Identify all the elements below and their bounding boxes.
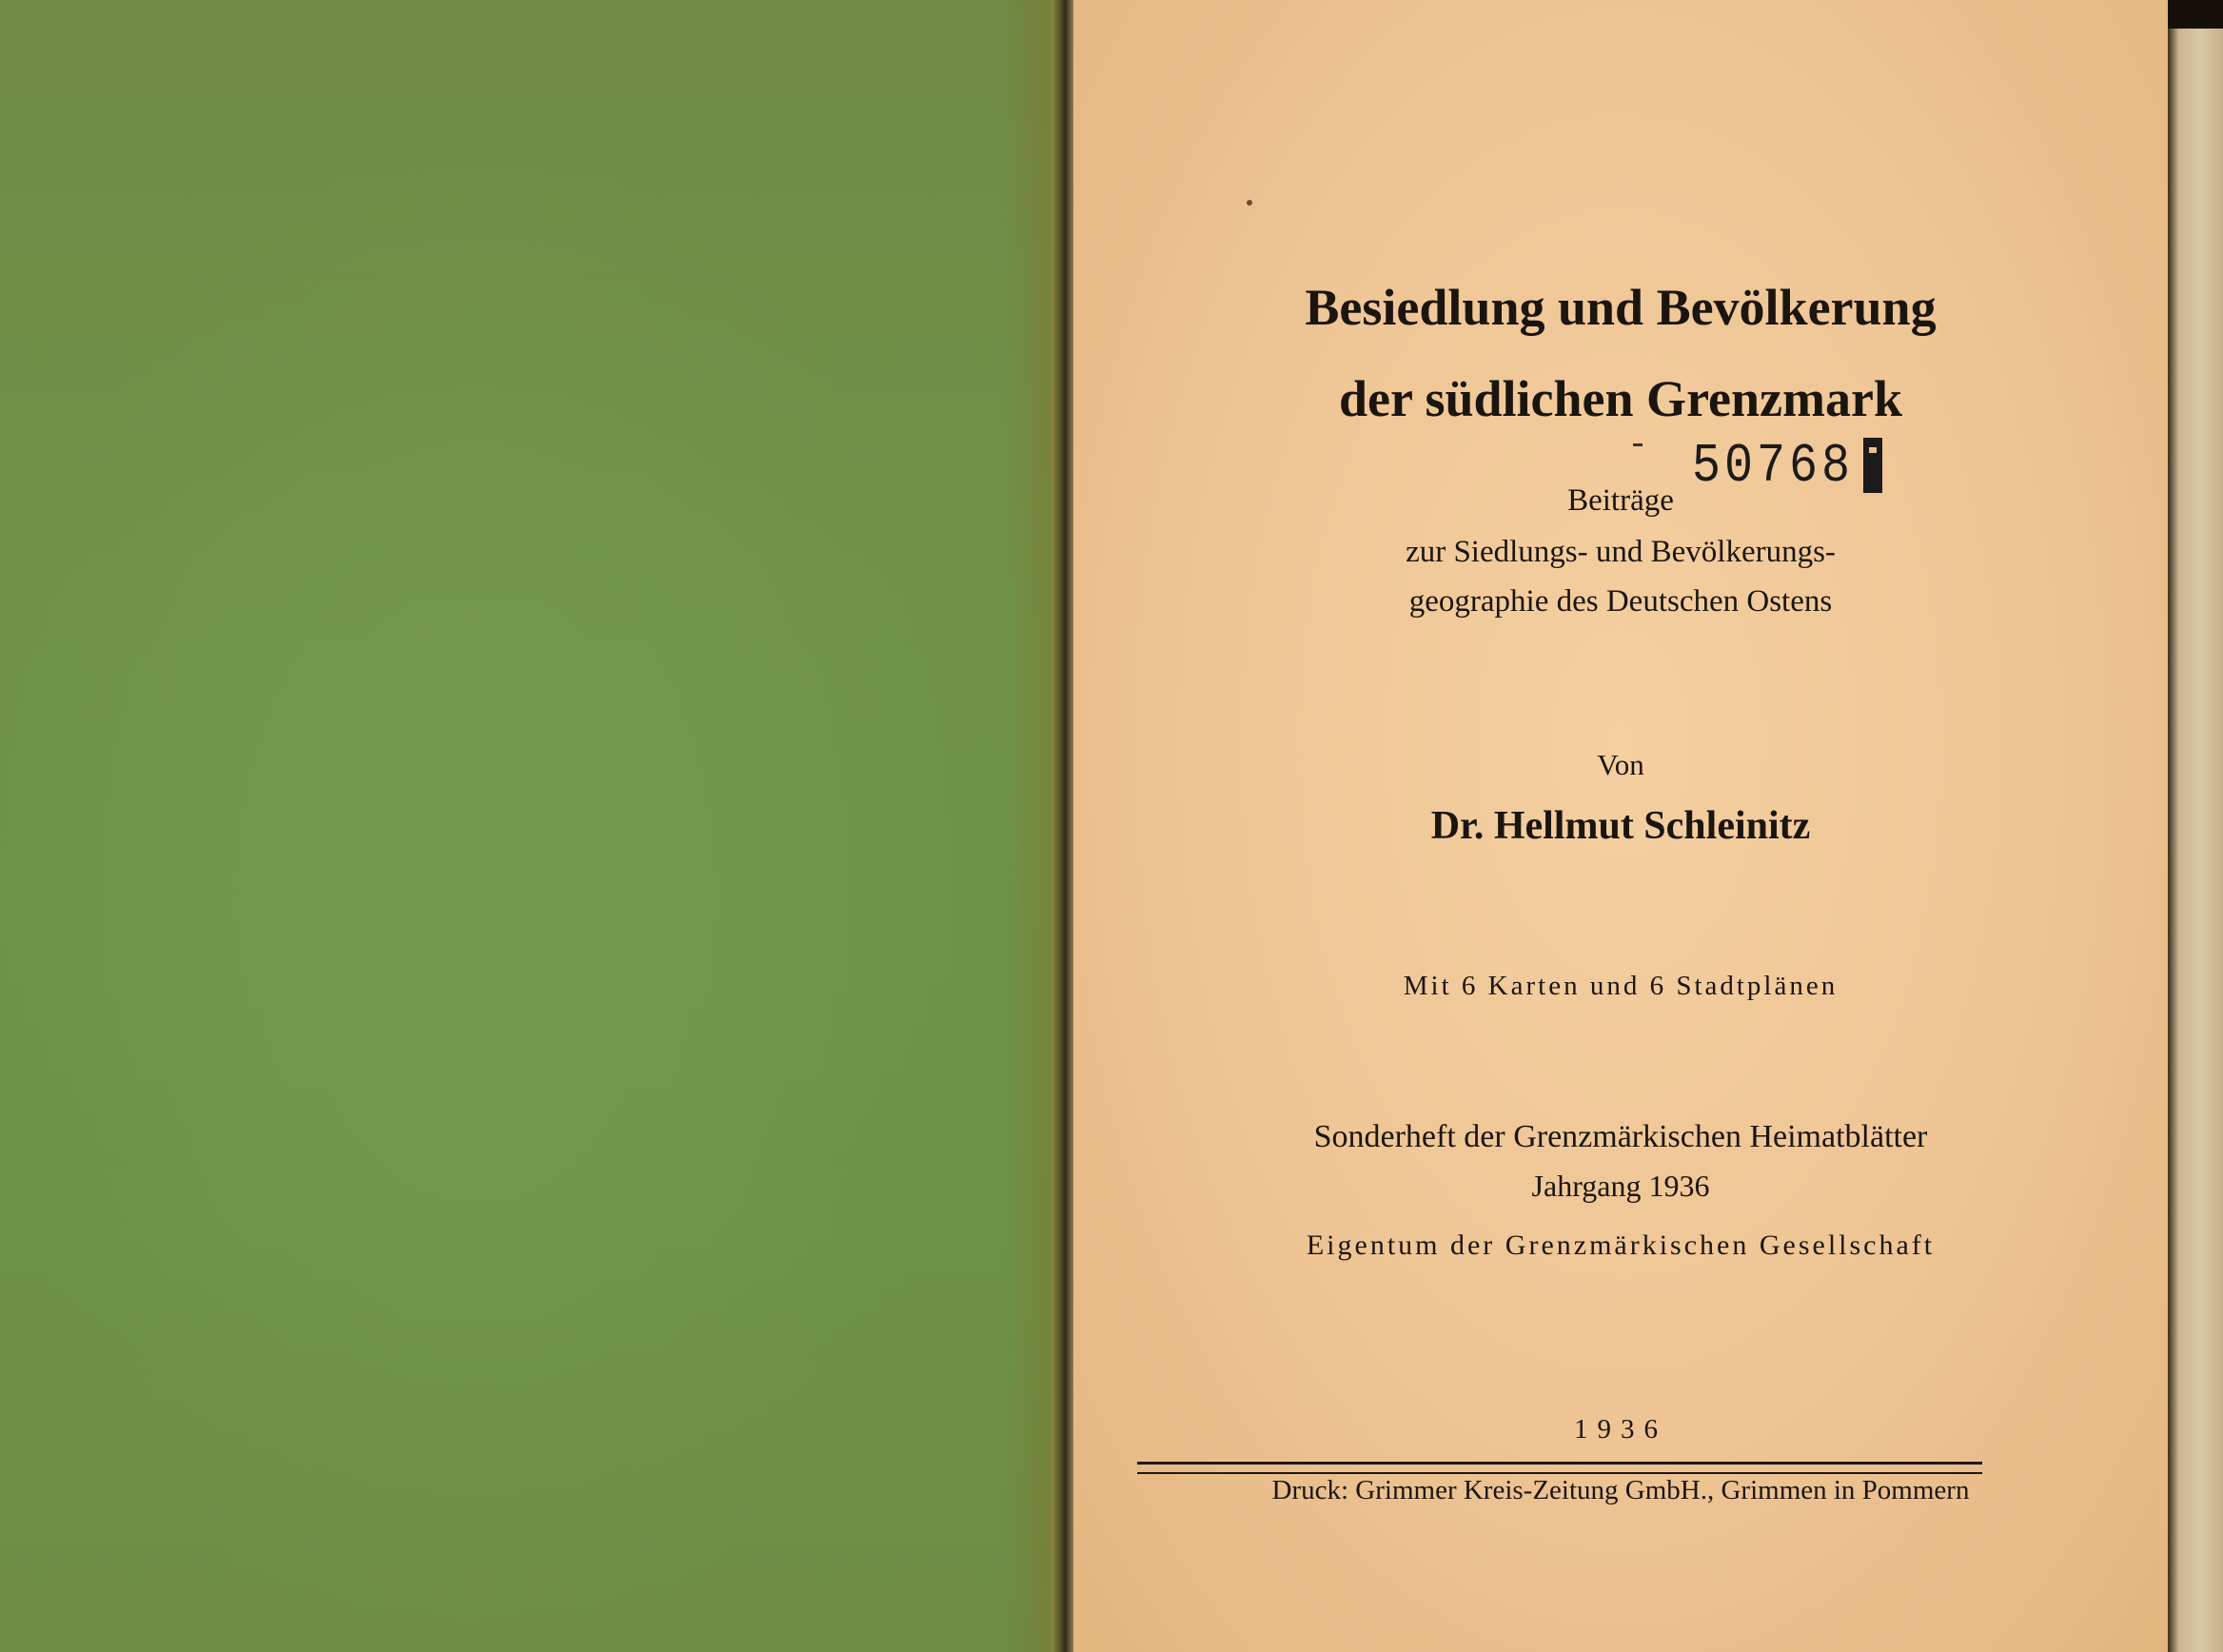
paper-speck bbox=[1247, 200, 1252, 206]
volume-year: Jahrgang 1936 bbox=[1531, 1169, 1710, 1203]
title-line-2: der südlichen Grenzmark bbox=[1338, 370, 1903, 427]
double-rule bbox=[1137, 1462, 1982, 1474]
green-cover-page bbox=[0, 0, 1059, 1652]
stamp-dash bbox=[1633, 443, 1643, 446]
subtitle-line-3: geographie des Deutschen Ostens bbox=[1408, 584, 1833, 619]
author-name: Dr. Hellmut Schleinitz bbox=[1430, 804, 1811, 848]
page-edge bbox=[2168, 0, 2223, 1652]
by-label: Von bbox=[1597, 748, 1644, 781]
maps-note: Mit 6 Karten und 6 Stadtplänen bbox=[1403, 971, 1839, 1001]
publication-year: 1936 bbox=[1574, 1414, 1667, 1445]
library-stamp-number: 50768 bbox=[1692, 436, 1855, 499]
subtitle-line-2: zur Siedlungs- und Bevölkerungs- bbox=[1406, 535, 1836, 569]
subtitle-line-1: Beiträge bbox=[1567, 483, 1674, 518]
series-title: Sonderheft der Grenzmärkischen Heimatblätter bbox=[1313, 1119, 1928, 1154]
ownership-note: Eigentum der Grenzmärkischen Gesellschaft bbox=[1306, 1229, 1936, 1261]
title-line-1: Besiedlung und Bevölkerung bbox=[1305, 279, 1937, 336]
printer-line: Druck: Grimmer Kreis-Zeitung GmbH., Grimmen in Pommern bbox=[1271, 1475, 1970, 1505]
